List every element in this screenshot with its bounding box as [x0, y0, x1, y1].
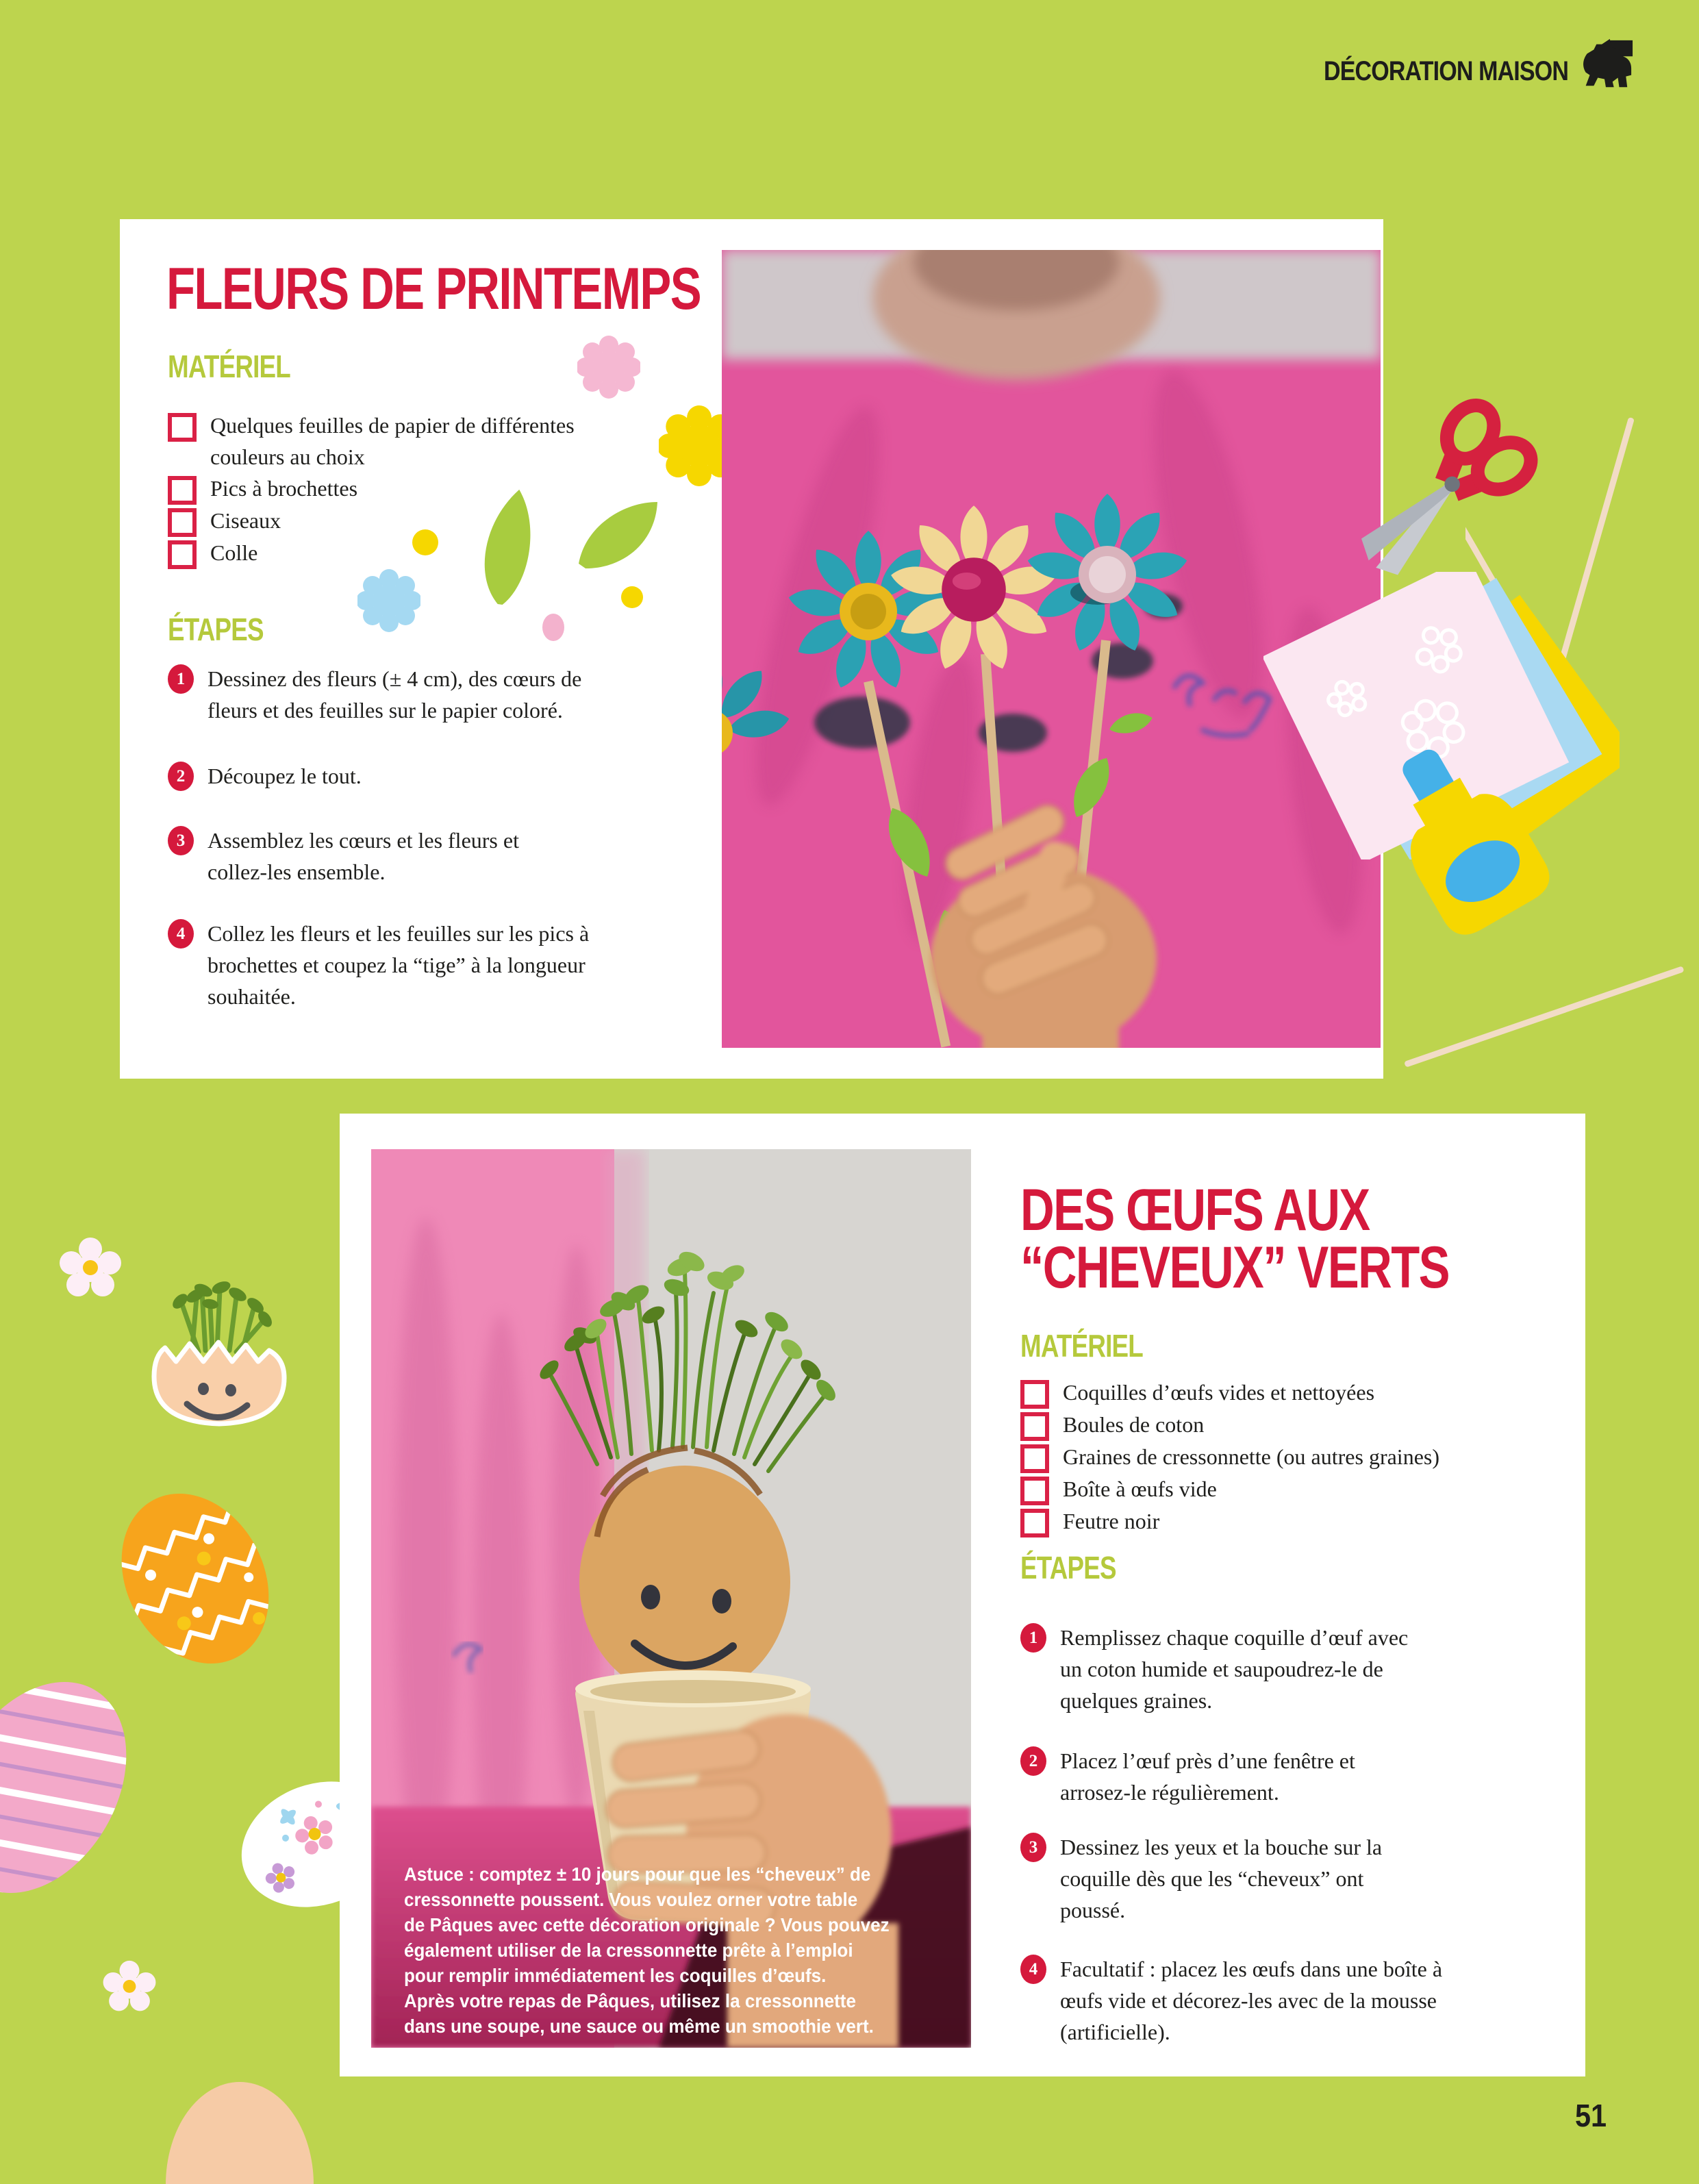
- material-label: Coquilles d’œufs vides et nettoyées: [1063, 1380, 1375, 1405]
- confetti-dot: [412, 529, 438, 555]
- cress-eggshell-face-icon: [134, 1272, 305, 1457]
- step-number-badge: 4: [168, 919, 194, 949]
- zigzag-easter-egg-icon: [81, 1457, 310, 1700]
- astuce-line: Astuce : comptez ± 10 jours pour que les “cheveux” de: [404, 1863, 871, 1885]
- material-label: Quelques feuilles de papier de différentes couleurs au choix: [210, 413, 575, 469]
- material-label: Ciseaux: [210, 508, 281, 533]
- step-item: [1020, 1622, 1435, 1716]
- step-item: [168, 825, 570, 888]
- confetti-dot: [621, 586, 643, 608]
- step-text: Facultatif : placez les œufs dans une boîte à œufs vide et décorez-les avec de la mousse (artificielle).: [1060, 1957, 1443, 2044]
- step-text: Dessinez des fleurs (± 4 cm), des cœurs de fleurs et des feuilles sur le papier coloré.: [207, 666, 582, 723]
- step-text: Collez les fleurs et les feuilles sur les pics à brochettes et coupez la “tige” à la longueur souhaitée.: [207, 921, 590, 1009]
- astuce-line: dans une soupe, une sauce ou même un smoothie vert.: [404, 2016, 874, 2037]
- astuce-line: pour remplir immédiatement les coquilles d’œufs.: [404, 1965, 827, 1986]
- card1-steps: [168, 219, 647, 1079]
- step-text: Remplissez chaque coquille d’œuf avec un coton humide et saupoudrez-le de quelques graines.: [1060, 1625, 1409, 1713]
- step-item: [1020, 1831, 1406, 1926]
- material-label: Boîte à œufs vide: [1063, 1477, 1217, 1501]
- astuce-line: également utiliser de la cressonnette prête à l’emploi: [404, 1940, 853, 1961]
- step-number-badge: 2: [1020, 1746, 1046, 1776]
- step-number-badge: 1: [1020, 1623, 1046, 1653]
- step-item: [168, 918, 625, 1012]
- step-text: Découpez le tout.: [207, 764, 362, 788]
- astuce-note: [404, 1861, 890, 2039]
- step-number-badge: 2: [168, 762, 194, 791]
- card1-materiel-heading: MATÉRIEL: [168, 349, 290, 384]
- blue-pom-flower-icon: [357, 569, 420, 632]
- step-item: [1020, 1745, 1416, 1808]
- material-label: Pics à brochettes: [210, 476, 358, 501]
- striped-easter-egg-icon: [0, 1639, 175, 1935]
- photo-cress-egg: [371, 1149, 971, 2048]
- card-fleurs-de-printemps: [120, 219, 1383, 1079]
- card2-title-line1: DES ŒUFS AUX: [1020, 1177, 1370, 1243]
- card2-materiel-heading: MATÉRIEL: [1020, 1328, 1143, 1364]
- astuce-line: Après votre repas de Pâques, utilisez la cressonnette: [404, 1990, 856, 2011]
- card2-steps: [1020, 1114, 1541, 2076]
- step-item: [168, 760, 362, 792]
- card1-title: FLEURS DE PRINTEMPS: [166, 256, 701, 322]
- material-label: Graines de cressonnette (ou autres graines): [1063, 1444, 1439, 1469]
- step-number-badge: 1: [168, 664, 194, 694]
- step-item: [168, 663, 632, 726]
- wooden-skewer-icon: [1390, 931, 1699, 1068]
- step-text: Assemblez les cœurs et les fleurs et collez-les ensemble.: [207, 828, 519, 884]
- astuce-line: de Pâques avec cette décoration originale ? Vous pouvez: [404, 1914, 890, 1935]
- delhaize-lion-icon: [1575, 38, 1634, 91]
- blossom-flower-icon: [101, 1960, 158, 2016]
- step-text: Placez l’œuf près d’une fenêtre et arrosez-le régulièrement.: [1060, 1748, 1355, 1805]
- section-header: [1281, 56, 1568, 87]
- step-item: [1020, 1953, 1490, 2048]
- material-label: Boules de coton: [1063, 1412, 1205, 1437]
- step-number-badge: 3: [1020, 1833, 1046, 1862]
- confetti-dot: [542, 614, 564, 641]
- step-text: Dessinez les yeux et la bouche sur la coquille dès que les “cheveux” ont poussé.: [1060, 1835, 1383, 1922]
- material-label: Feutre noir: [1063, 1509, 1160, 1533]
- pink-pom-flower-icon: [577, 336, 640, 399]
- card-oeufs-cheveux-verts: [340, 1114, 1585, 2076]
- material-label: Colle: [210, 540, 258, 565]
- card2-title-line2: “CHEVEUX” VERTS: [1020, 1235, 1449, 1301]
- card2-etapes-heading: ÉTAPES: [1020, 1550, 1116, 1585]
- astuce-line: cressonnette poussent. Vous voulez orner votre table: [404, 1889, 858, 1910]
- step-number-badge: 4: [1020, 1955, 1046, 1984]
- page-number: 51: [1575, 2098, 1607, 2133]
- plain-egg-icon: [161, 2075, 318, 2184]
- step-number-badge: 3: [168, 826, 194, 855]
- card1-etapes-heading: ÉTAPES: [168, 612, 264, 647]
- section-title: DÉCORATION MAISON: [1323, 56, 1568, 86]
- blossom-flower-icon: [58, 1237, 123, 1303]
